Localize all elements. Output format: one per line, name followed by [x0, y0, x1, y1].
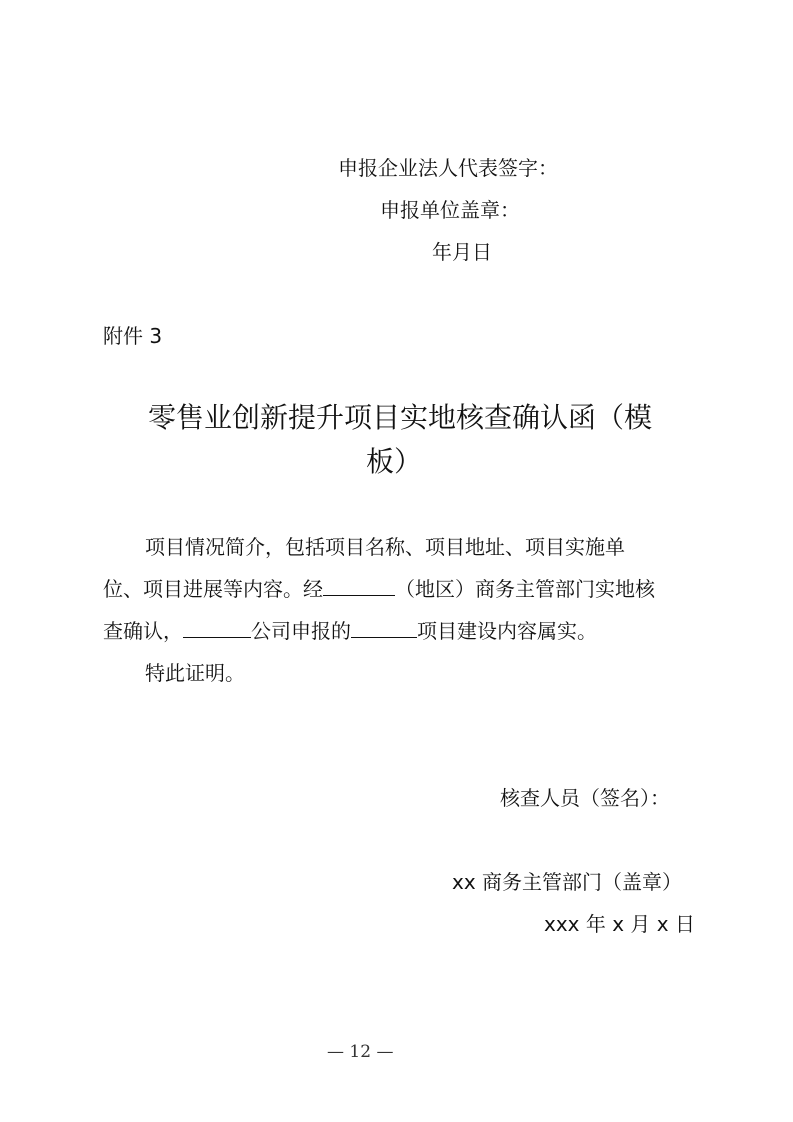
body-line-2	[103, 575, 655, 603]
department-seal-label: xx 商务主管部门（盖章）	[452, 870, 683, 894]
certification-statement: 特此证明。	[145, 661, 245, 685]
unit-seal-label: 申报单位盖章：	[380, 198, 520, 222]
inspector-signature-label: 核查人员（签名）：	[500, 786, 670, 810]
bottom-date-label: xxx 年 x 月 x 日	[544, 912, 695, 936]
body-line-3	[103, 617, 597, 645]
body-line-2-text-b: （地区）商务主管部门实地核	[395, 577, 655, 601]
region-blank	[323, 577, 395, 596]
top-date-label: 年月日	[432, 240, 492, 264]
body-line-3-text-c: 项目建设内容属实。	[417, 619, 597, 643]
page-number: — 12 —	[327, 1042, 394, 1062]
body-line-1: 项目情况简介，包括项目名称、项目地址、项目实施单	[145, 535, 625, 559]
document-title-line2: 板）	[366, 445, 423, 478]
body-line-3-text-a: 查确认，	[103, 619, 183, 643]
company-blank	[183, 619, 251, 638]
attachment-label: 附件 3	[103, 324, 163, 348]
body-line-3-text-b: 公司申报的	[251, 619, 351, 643]
legal-rep-signature-label: 申报企业法人代表签字：	[338, 156, 558, 180]
body-line-2-text-a: 位、项目进展等内容。经	[103, 577, 323, 601]
project-blank	[351, 619, 417, 638]
document-title-line1: 零售业创新提升项目实地核查确认函（模	[148, 401, 653, 434]
